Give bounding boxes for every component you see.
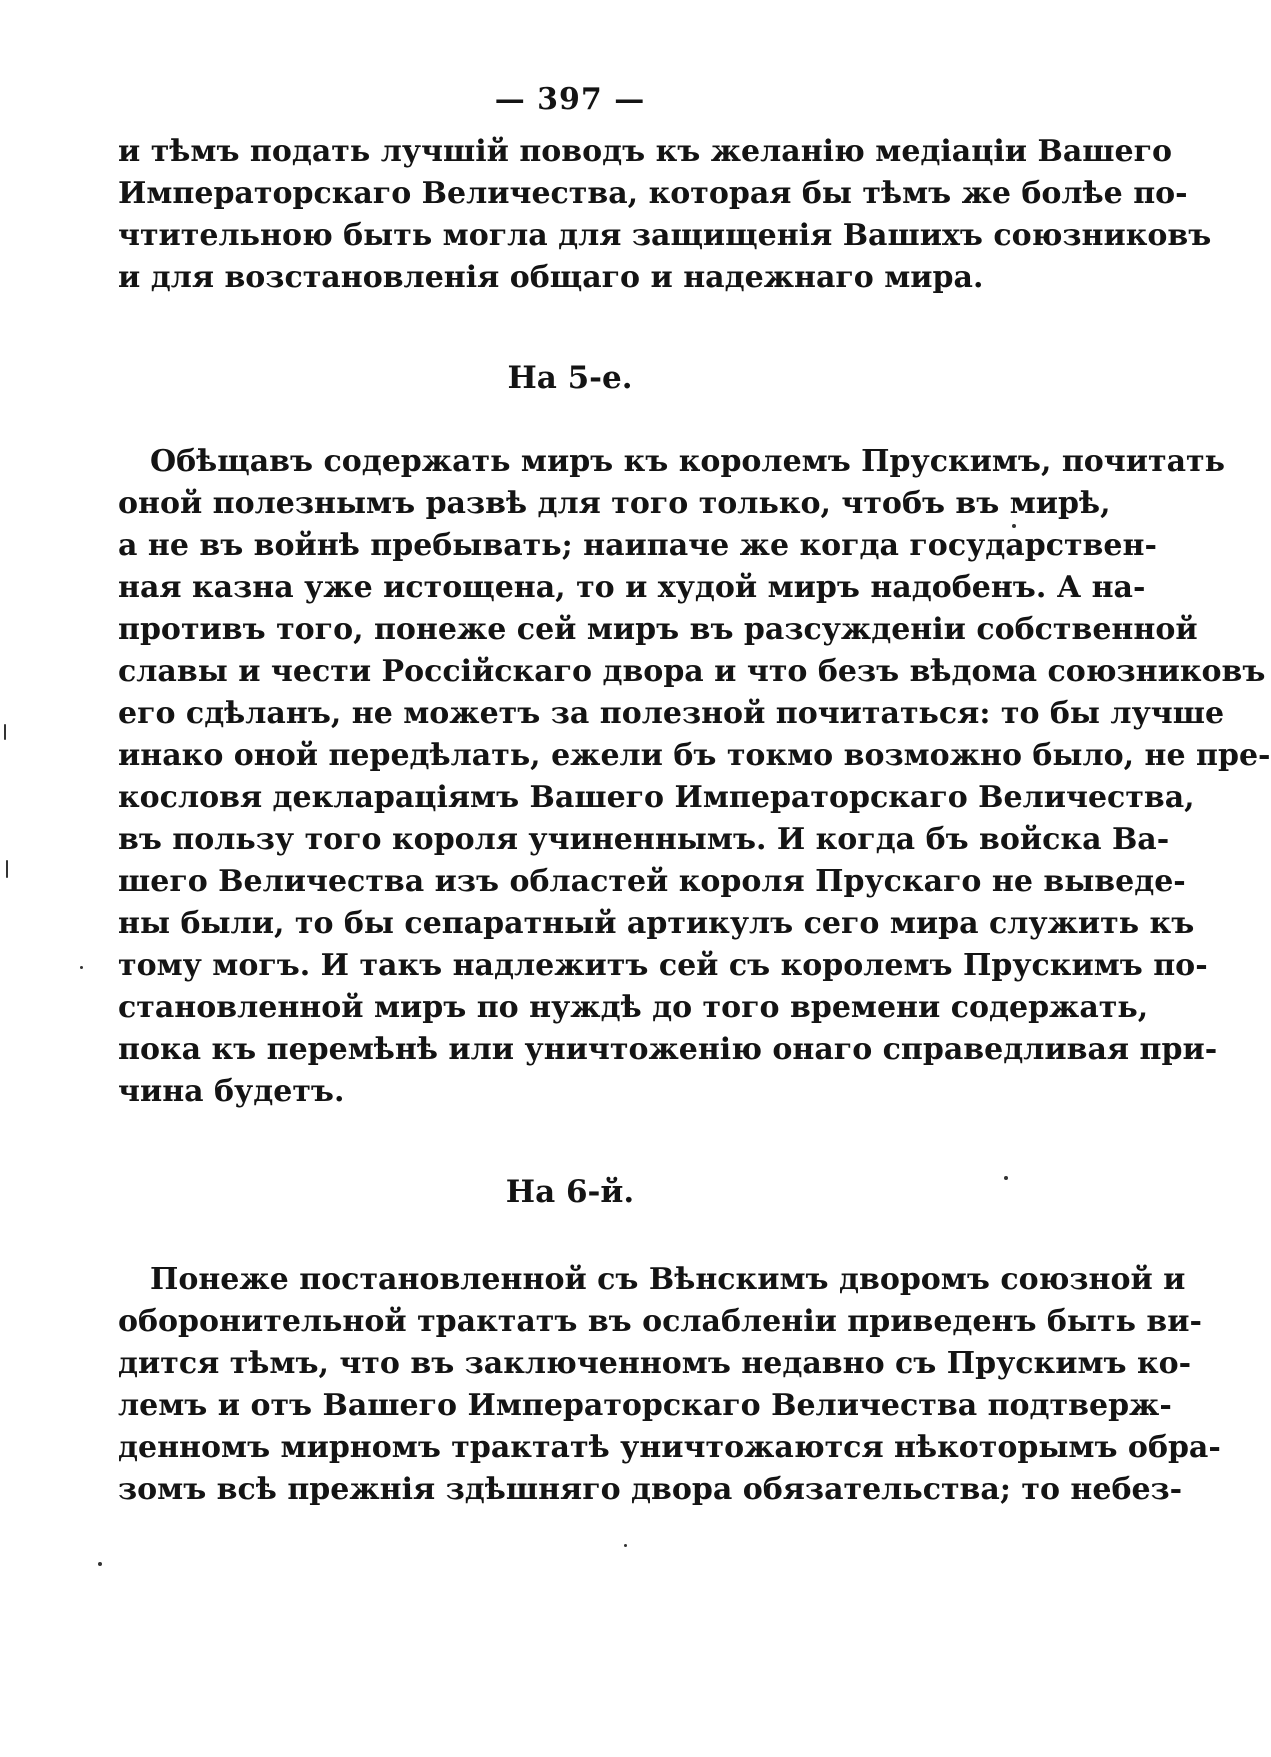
section-5-line: а не въ войнѣ пребывать; наипаче же когда государствен- (118, 528, 1157, 563)
section-5-line: Обѣщавъ содержать миръ къ королемъ Прускимъ, почитать (150, 444, 1225, 479)
section-5-line: въ пользу того короля учиненнымъ. И когда бъ войска Ва- (118, 822, 1170, 857)
scan-speck (1004, 1176, 1008, 1180)
section-5-line: шего Величества изъ областей короля Прускаго не выведе- (118, 864, 1186, 899)
section-5-line: его сдѣланъ, не можетъ за полезной почитаться: то бы лучше (118, 696, 1225, 731)
scan-speck (6, 860, 8, 878)
continuation-line: и тѣмъ подать лучшій поводъ къ желанію медіаціи Вашего (118, 134, 1173, 169)
section-6-line: оборонительной трактатъ въ ослабленіи приведенъ быть ви- (118, 1304, 1202, 1339)
page-number: — 397 — (494, 82, 646, 117)
section-5-line: пока къ перемѣнѣ или уничтоженію онаго справедливая при- (118, 1032, 1218, 1067)
section-5-line: тому могъ. И такъ надлежитъ сей съ королемъ Прускимъ по- (118, 948, 1208, 983)
section-5-line: кословя деклараціямъ Вашего Императорскаго Величества, (118, 780, 1195, 815)
continuation-line: Императорскаго Величества, которая бы тѣмъ же болѣе по- (118, 176, 1188, 211)
section-5-line: славы и чести Россійскаго двора и что безъ вѣдома союзниковъ (118, 654, 1266, 689)
section-5-line: ны были, то бы сепаратный артикулъ сего мира служить къ (118, 906, 1195, 941)
section-5-line: инако оной передѣлать, ежели бъ токмо возможно было, не пре- (118, 738, 1271, 773)
section-6-line: денномъ мирномъ трактатѣ уничтожаются нѣкоторымъ обра- (118, 1430, 1221, 1465)
continuation-line: и для возстановленія общаго и надежнаго мира. (118, 260, 984, 295)
section-6-line: лемъ и отъ Вашего Императорскаго Величества подтверж- (118, 1388, 1172, 1423)
section-6-line: Понеже постановленной съ Вѣнскимъ дворомъ союзной и (150, 1262, 1186, 1297)
section-6-line: дится тѣмъ, что въ заключенномъ недавно съ Прускимъ ко- (118, 1346, 1192, 1381)
section-6-line: зомъ всѣ прежнія здѣшняго двора обязательства; то небез- (118, 1472, 1183, 1507)
section-5-line: противъ того, понеже сей миръ въ разсужденіи собственной (118, 612, 1198, 647)
section-5-line: ная казна уже истощена, то и худой миръ надобенъ. А на- (118, 570, 1146, 605)
continuation-line: чтительною быть могла для защищенія Вашихъ союзниковъ (118, 218, 1212, 253)
section-heading-6: На 6-й. (505, 1174, 635, 1210)
scan-speck (4, 724, 6, 740)
scan-speck (624, 1544, 627, 1547)
section-5-line: оной полезнымъ развѣ для того только, чтобъ въ мирѣ, (118, 486, 1111, 521)
section-heading-5: На 5-е. (507, 360, 633, 396)
scan-speck (80, 966, 83, 969)
scan-speck (98, 1562, 102, 1566)
section-5-line: становленной миръ по нуждѣ до того времени содержать, (118, 990, 1149, 1025)
scan-speck (1012, 524, 1016, 528)
section-5-line: чина будетъ. (118, 1074, 345, 1109)
